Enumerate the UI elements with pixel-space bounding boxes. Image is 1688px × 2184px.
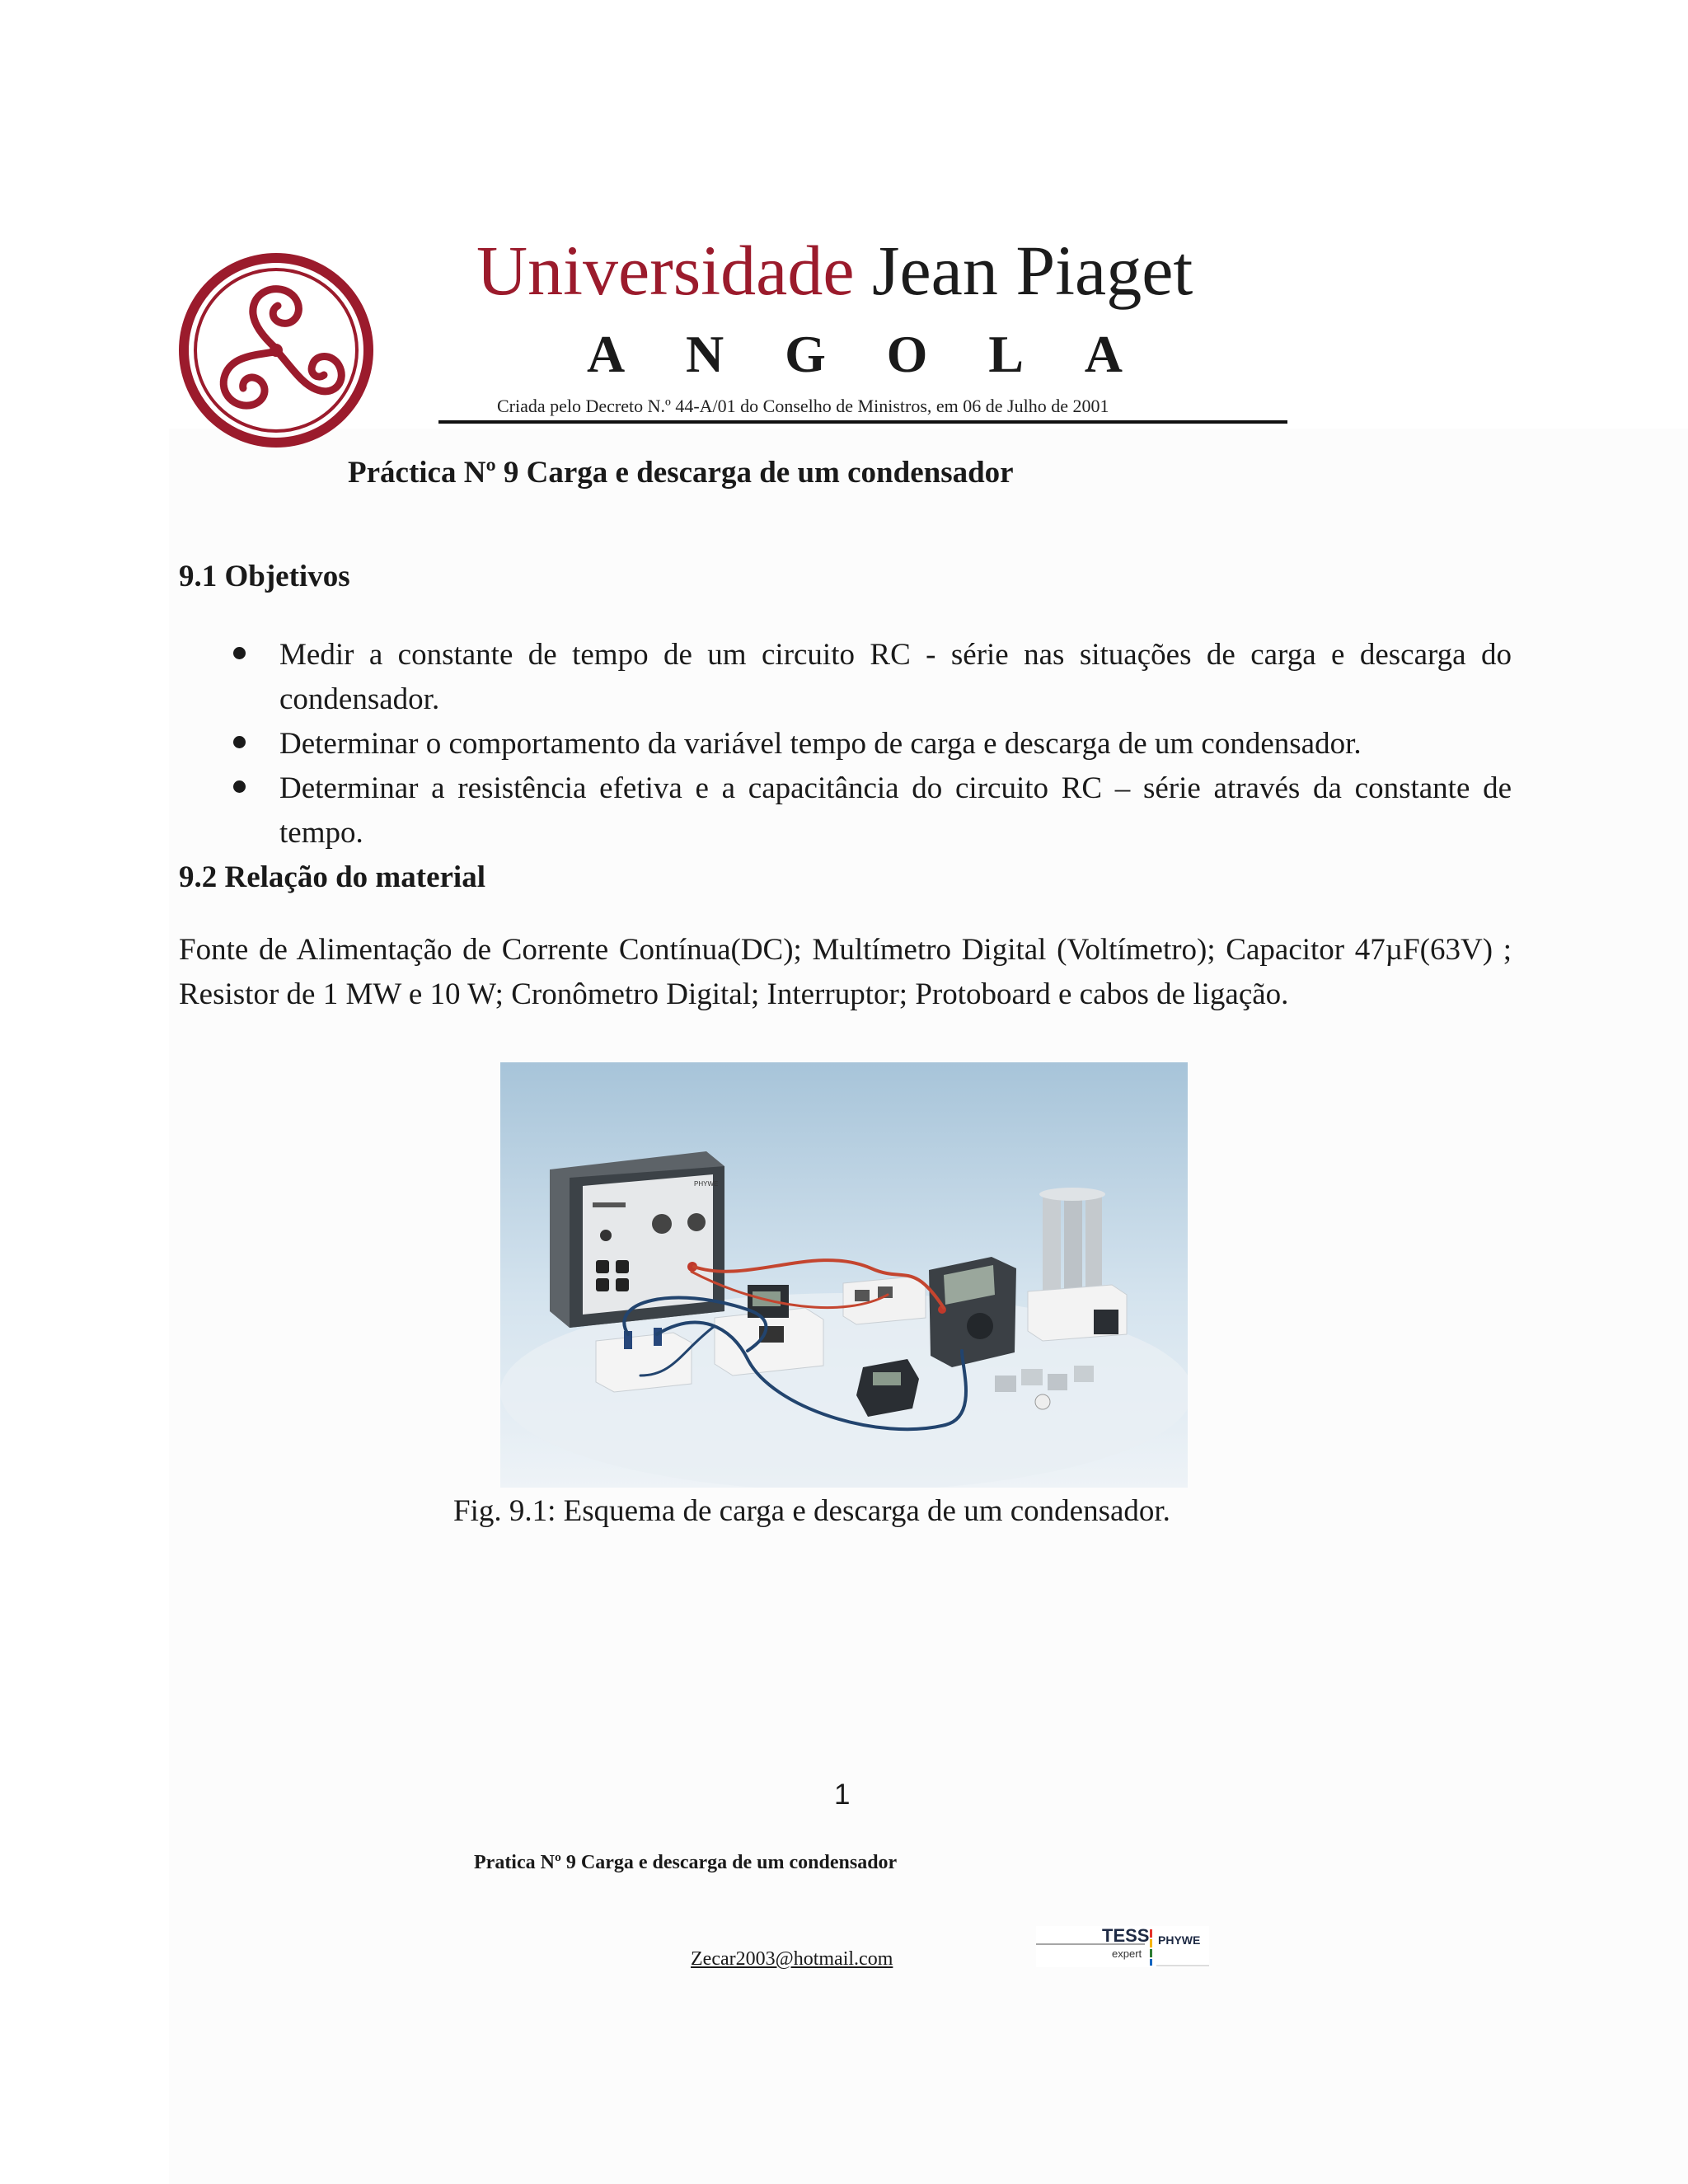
- tess-phywe-logo: [1036, 1926, 1209, 1967]
- section-heading-objectives: 9.1 Objetivos: [179, 560, 350, 593]
- figure-caption: Fig. 9.1: Esquema de carga e descarga de um condensador.: [453, 1494, 1170, 1528]
- device-brand-label: PHYWE: [694, 1180, 719, 1188]
- university-name-black: Jean Piaget: [872, 231, 1193, 310]
- country-letter: A: [587, 325, 626, 383]
- founding-decree: Criada pelo Decreto N.º 44-A/01 do Conselho de Ministros, em 06 de Julho de 2001: [497, 396, 1109, 416]
- country-letter: A: [1084, 325, 1123, 383]
- country-letter: G: [785, 325, 826, 383]
- section-heading-material: 9.2 Relação do material: [179, 860, 485, 894]
- equipment-photo: [500, 1062, 1188, 1488]
- author-email-link[interactable]: Zecar2003@hotmail.com: [691, 1948, 893, 1970]
- tess-logo-text: TESS: [1102, 1926, 1150, 1946]
- list-item-text: Medir a constante de tempo de um circuito RC - série nas situações de carga e descarga do condensador.: [279, 638, 1512, 716]
- list-item-text: Determinar o comportamento da variável tempo de carga e descarga de um condensador.: [279, 727, 1362, 761]
- material-paragraph: Fonte de Alimentação de Corrente Contínua(DC); Multímetro Digital (Voltímetro); Capacitor 47µF(63V) ; Resistor de 1 MW e 10 W; Cronômetro Digital; Interruptor; Protoboard e cabos de ligação.: [179, 933, 1512, 1011]
- footer-title: Pratica Nº 9 Carga e descarga de um condensador: [474, 1852, 898, 1873]
- country-name: [587, 325, 1123, 383]
- list-item: [179, 766, 1512, 855]
- multimeter: [929, 1257, 1016, 1367]
- country-letter: O: [886, 325, 928, 383]
- bullet-icon: [233, 647, 246, 659]
- list-item-text: Determinar a resistência efetiva e a capacitância do circuito RC – série através da constante de tempo.: [279, 771, 1512, 850]
- country-letter: N: [686, 325, 724, 383]
- objectives-list: [179, 633, 1512, 855]
- triskelion-logo-icon: [177, 251, 375, 449]
- university-name-red: Universidade: [476, 231, 855, 310]
- expert-logo-text: expert: [1112, 1947, 1142, 1960]
- country-letter: L: [988, 325, 1024, 383]
- list-item: [179, 633, 1512, 722]
- page-title: Práctica Nº 9 Carga e descarga de um condensador: [348, 456, 1014, 490]
- capacitor-module: [843, 1277, 926, 1324]
- bullet-icon: [233, 736, 246, 748]
- page-number: 1: [834, 1779, 851, 1811]
- stopwatch: [856, 1359, 919, 1417]
- bullet-icon: [233, 780, 246, 793]
- power-supply: [550, 1151, 724, 1328]
- university-name: [476, 231, 1193, 310]
- phywe-logo-text: PHYWE: [1158, 1933, 1201, 1947]
- list-item: [179, 722, 1512, 766]
- header-divider: [438, 420, 1287, 424]
